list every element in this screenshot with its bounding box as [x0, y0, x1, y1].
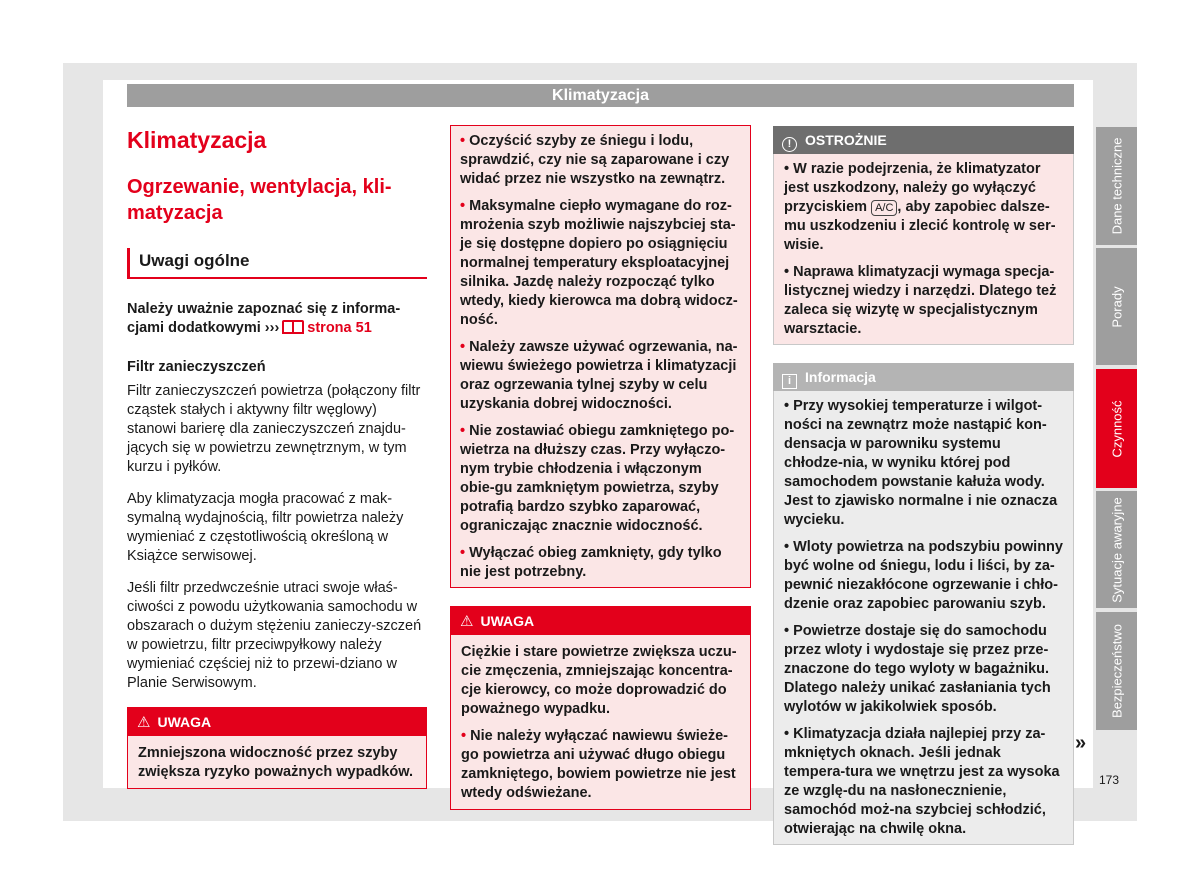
caution-header — [773, 126, 1074, 154]
warning-header — [128, 708, 426, 736]
column-middle — [450, 125, 751, 810]
intro-paragraph: Należy uważnie zapoznać się z informa- cjami dodatkowymi ››› strona 51 — [127, 301, 401, 336]
exclamation-circle-icon: ! — [782, 137, 797, 152]
section-title: Ogrzewanie, wentylacja, kli- matyzacja — [127, 176, 392, 224]
list-item: • Powietrze dostaje się do samochodu przez wloty i wydostaje się przez prze-znaczone do tego wyloty w bagażniku. Dlatego należy unikać zasłaniania tych wylotów w jakikolwiek sposób. — [784, 623, 1051, 715]
caution-label: OSTROŻNIE — [805, 132, 887, 148]
list-item: • Wyłączać obieg zamknięty, gdy tylko nie jest potrzebny. — [460, 545, 722, 580]
filter-heading: Filtr zanieczyszczeń — [127, 359, 266, 375]
list-item: • Nie należy wyłączać nawiewu świeże-go powietrza ani używać długo obiegu zamkniętego, bowiem powietrze nie jest wtedy odświeżane. — [461, 728, 736, 801]
info-box — [773, 363, 1074, 845]
continue-mark: » — [1075, 732, 1087, 754]
tab-dane-techniczne[interactable]: Dane techniczne — [1096, 127, 1137, 245]
filter-paragraph-2: Aby klimatyzacja mogła pracować z mak-symalną wydajnością, filtr powietrza należy wymieniać z częstotliwością określoną w Książce serwisowej. — [127, 491, 404, 564]
subsection-title: Uwagi ogólne — [127, 248, 427, 279]
filter-paragraph-1: Filtr zanieczyszczeń powietrza (połączony filtr cząstek stałych i aktywny filtr węglowy) stanowi barierę dla zanieczyszczeń znajdu-jących się w powietrzu zewnętrznym, w tym kurzu i pyłków. — [127, 383, 421, 475]
warning-label: UWAGA — [157, 714, 212, 730]
page-title: Klimatyzacja — [127, 127, 267, 153]
tab-bezpieczenstwo[interactable]: Bezpieczeństwo — [1096, 612, 1137, 730]
ac-button-icon: A/C — [871, 200, 897, 216]
list-item: • Klimatyzacja działa najlepiej przy za-mkniętych oknach. Jeśli jednak tempera-tura we wnętrzu jest za wysoka ze wzglę-du na nasłonecznienie, samochód moż-na szybciej schłodzić, otwierając na chwilę okna. — [784, 726, 1060, 837]
warning-paragraph: Ciężkie i stare powietrze zwiększa uczu-cie zmęczenia, zmniejszając koncentra-cje kierowcy, co może doprowadzić do poważnego wypadku. — [461, 644, 737, 717]
warning-box-middle — [450, 606, 751, 810]
caution-box — [773, 126, 1074, 345]
list-item: • Wloty powietrza na podszybiu powinny być wolne od śniegu, lodu i liści, by za-pewnić niezakłócone ogrzewanie i chło-dzenie oraz zapobiec parowaniu szyb. — [784, 539, 1063, 612]
page-reference-link[interactable]: strona 51 — [307, 320, 372, 336]
info-label: Informacja — [805, 369, 876, 385]
tab-czynnosc[interactable]: Czynność — [1096, 369, 1137, 488]
book-icon — [282, 320, 304, 334]
list-item: • Naprawa klimatyzacji wymaga specja-listycznej wiedzy i narzędzi. Dlatego też zaleca się wizytę w specjalistycznym warsztacie. — [784, 264, 1057, 337]
list-item: • Maksymalne ciepło wymagane do roz-mrożenia szyb możliwie najszybciej sta-je się dostępne dopiero po osiągnięciu normalnej temperatury eksploatacyjnej silnika. Jazdę należy rozpocząć tylko wtedy, kiedy kierowca ma dobrą widocz-ność. — [460, 198, 738, 328]
warning-continuation-box — [450, 125, 751, 588]
warning-triangle-icon: ⚠ — [460, 613, 474, 630]
info-header — [773, 363, 1074, 391]
info-icon: i — [782, 374, 797, 389]
warning-header — [451, 607, 750, 635]
list-item: • Nie zostawiać obiegu zamkniętego po-wietrza na dłuższy czas. Przy wyłączo-nym trybie chłodzenia i włączonym obie-gu zamkniętym powietrza, szyby potrafią bardzo szybko zaparować, ograniczając znacznie widoczność. — [460, 423, 735, 534]
page-number: 173 — [1099, 773, 1120, 787]
tab-porady[interactable]: Porady — [1096, 248, 1137, 365]
warning-triangle-icon: ⚠ — [137, 714, 151, 731]
list-item: • Przy wysokiej temperaturze i wilgot-ności na zewnątrz może nastąpić kon-densacja w parowniku systemu chłodze-nia, w wyniku której pod samochodem powstanie kałuża wody. Jest to zjawisko normalne i nie oznacza wycieku. — [784, 398, 1058, 528]
warning-box-left — [127, 707, 427, 789]
filter-paragraph-3: Jeśli filtr przedwcześnie utraci swoje właś-ciwości z powodu użytkowania samochodu w obszarach o dużym stężeniu zanieczy-szczeń w powietrzu, filtr przeciwpyłkowy należy wymieniać częściej niż to przewi-dziano w Planie Serwisowym. — [127, 580, 422, 691]
list-item: • W razie podejrzenia, że klimatyzator jest uszkodzony, należy go wyłączyć przyciskiem A/C , aby zapobiec dalsze-mu uszkodzeniu i zlecić kontrolę w ser-wisie. — [784, 161, 1056, 253]
chapter-header: Klimatyzacja — [127, 84, 1074, 107]
warning-text: Zmniejszona widoczność przez szyby zwiększa ryzyko poważnych wypadków. — [138, 745, 414, 780]
list-item: • Oczyścić szyby ze śniegu i lodu, sprawdzić, czy nie są zaparowane i czy widać przez nie wszystko na zewnątrz. — [460, 133, 730, 187]
tab-sytuacje-awaryjne[interactable]: Sytuacje awaryjne — [1096, 491, 1137, 608]
warning-label: UWAGA — [480, 613, 535, 629]
column-right — [773, 126, 1074, 845]
column-left — [127, 124, 427, 789]
list-item: • Należy zawsze używać ogrzewania, na-wiewu świeżego powietrza i klimatyzacji oraz ogrzewania tylnej szyby w celu uzyskania dobrej widoczności. — [460, 339, 738, 412]
